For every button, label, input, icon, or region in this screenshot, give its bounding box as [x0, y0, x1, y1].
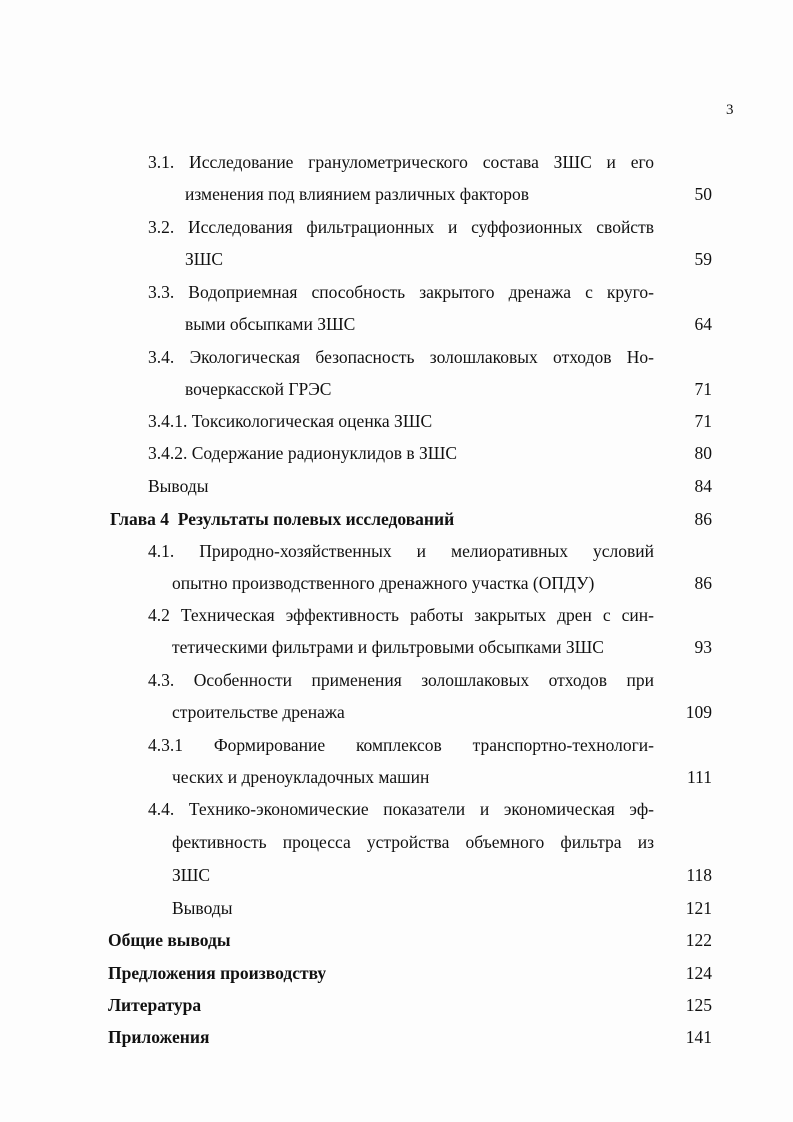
toc-page-conclusions-ch4: 121: [685, 898, 712, 918]
toc-entry-4-3-1-line-1: 4.3.1 Формирование комплексов транспортно-технологи-: [148, 735, 654, 755]
toc-page-3-4: 71: [694, 379, 712, 399]
toc-page-chapter-4: 86: [694, 509, 712, 529]
toc-entry-3-1-line-2: изменения под влиянием различных факторов: [185, 184, 530, 204]
toc-entry-4-3-1-line-2: ческих и дреноукладочных машин: [172, 767, 430, 787]
toc-entry-3-3-line-1: 3.3. Водоприемная способность закрытого дренажа с круго-: [148, 282, 654, 302]
toc-entry-4-4-line-3: ЗШС: [172, 865, 211, 885]
toc-entry-3-4-2: 3.4.2. Содержание радионуклидов в ЗШС: [148, 443, 458, 463]
toc-entry-3-4-line-2: вочеркасской ГРЭС: [185, 379, 332, 399]
toc-page-3-4-1: 71: [694, 411, 712, 431]
toc-entry-4-1-line-2: опытно производственного дренажного участка (ОПДУ): [172, 573, 595, 593]
toc-entry-proposals: Предложения производству: [108, 963, 327, 983]
toc-entry-4-3-line-2: строительстве дренажа: [172, 702, 345, 722]
toc-entry-3-2-line-2: ЗШС: [185, 249, 224, 269]
toc-entry-3-3-line-2: выми обсыпками ЗШС: [185, 314, 356, 334]
toc-page-references: 125: [685, 995, 712, 1015]
toc-entry-appendices: Приложения: [108, 1027, 210, 1047]
toc-entry-conclusions-ch3: Выводы: [148, 476, 209, 496]
toc-page-3-1: 50: [694, 184, 712, 204]
toc-entry-4-2-line-1: 4.2 Техническая эффективность работы закрытых дрен с син-: [148, 605, 654, 625]
toc-entry-general-conclusions: Общие выводы: [108, 930, 231, 950]
toc-entry-3-1-line-1: 3.1. Исследование гранулометрического состава ЗШС и его: [148, 152, 654, 172]
toc-entry-4-2-line-2: тетическими фильтрами и фильтровыми обсыпками ЗШС: [172, 637, 604, 657]
toc-page-4-4: 118: [686, 865, 712, 885]
toc-entry-chapter-4: Глава 4 Результаты полевых исследований: [110, 509, 455, 529]
toc-entry-4-4-line-1: 4.4. Технико-экономические показатели и экономическая эф-: [148, 799, 654, 819]
toc-page-4-3: 109: [685, 702, 712, 722]
toc-entry-4-3-line-1: 4.3. Особенности применения золошлаковых отходов при: [148, 670, 654, 690]
toc-page-4-1: 86: [694, 573, 712, 593]
toc-page-3-2: 59: [694, 249, 712, 269]
page-number: 3: [726, 102, 734, 118]
toc-page-3-4-2: 80: [694, 443, 712, 463]
toc-page-conclusions-ch3: 84: [694, 476, 712, 496]
toc-entry-3-2-line-1: 3.2. Исследования фильтрационных и суффозионных свойств: [148, 217, 654, 237]
toc-entry-references: Литература: [108, 995, 202, 1015]
toc-page-proposals: 124: [685, 963, 712, 983]
toc-entry-3-4-1: 3.4.1. Токсикологическая оценка ЗШС: [148, 411, 433, 431]
toc-page-general-conclusions: 122: [685, 930, 712, 950]
toc-entry-3-4-line-1: 3.4. Экологическая безопасность золошлаковых отходов Но-: [148, 347, 654, 367]
toc-page-appendices: 141: [685, 1027, 712, 1047]
toc-entry-4-1-line-1: 4.1. Природно-хозяйственных и мелиоративных условий: [148, 541, 654, 561]
toc-page-4-2: 93: [694, 637, 712, 657]
toc-entry-conclusions-ch4: Выводы: [172, 898, 233, 918]
toc-page-4-3-1: 111: [687, 767, 712, 787]
toc-page-3-3: 64: [694, 314, 712, 334]
toc-entry-4-4-line-2: фективность процесса устройства объемного фильтра из: [172, 832, 654, 852]
